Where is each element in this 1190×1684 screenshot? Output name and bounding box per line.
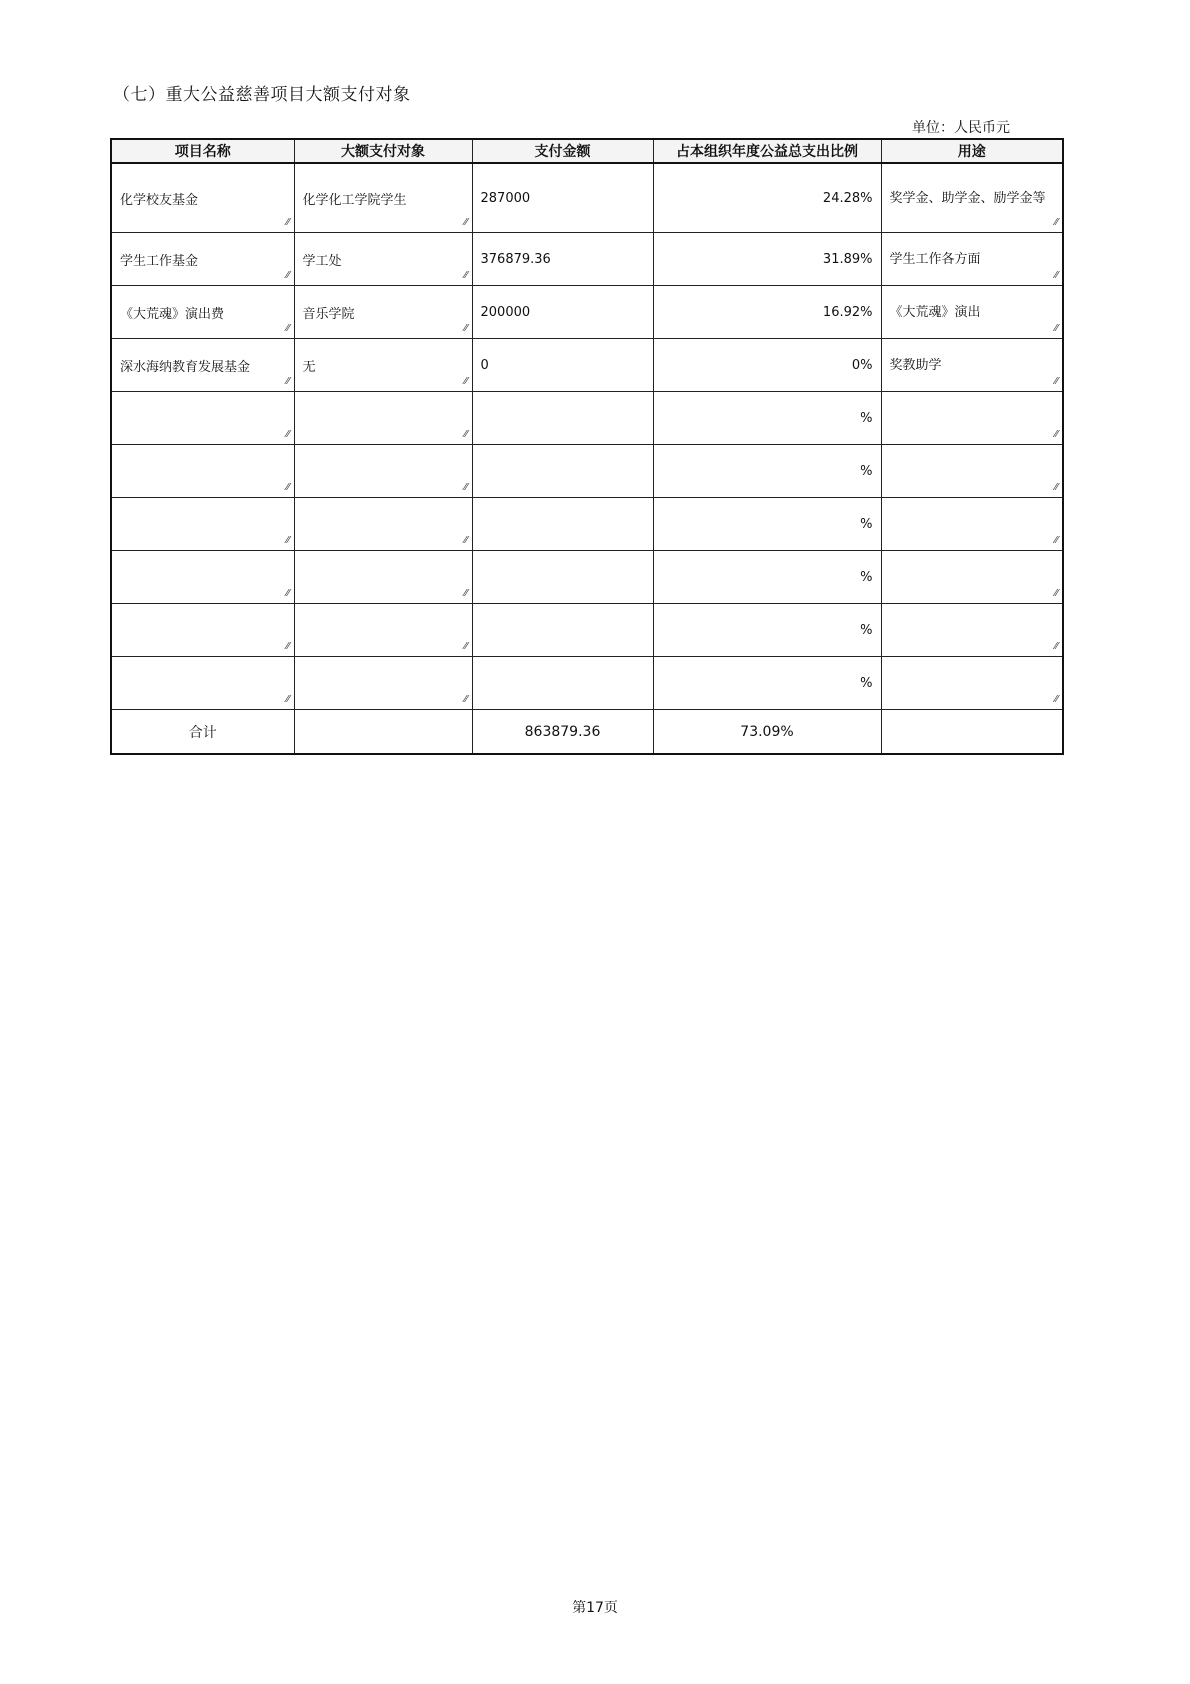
cell-project-name-text: 《大荒魂》演出费 <box>120 306 225 322</box>
cell-amount[interactable] <box>472 233 653 286</box>
cell-amount[interactable] <box>472 657 653 710</box>
cell-recipient-text: 学工处 <box>302 253 342 269</box>
resize-grip-icon[interactable]: ⁄⁄ <box>286 588 290 599</box>
cell-project-name-text: 学生工作基金 <box>120 253 199 269</box>
cell-ratio-text: % <box>860 622 873 638</box>
cell-amount[interactable] <box>472 604 653 657</box>
cell-amount[interactable] <box>472 392 653 445</box>
cell-project-name[interactable] <box>111 445 294 498</box>
cell-ratio[interactable] <box>653 604 881 657</box>
cell-ratio[interactable] <box>653 498 881 551</box>
resize-grip-icon[interactable]: ⁄⁄ <box>1054 535 1058 546</box>
resize-grip-icon[interactable]: ⁄⁄ <box>286 482 290 493</box>
cell-ratio[interactable] <box>653 163 881 233</box>
resize-grip-icon[interactable]: ⁄⁄ <box>464 641 468 652</box>
resize-grip-icon[interactable]: ⁄⁄ <box>1054 376 1058 387</box>
cell-ratio-text: % <box>860 516 873 532</box>
cell-recipient[interactable] <box>294 551 472 604</box>
resize-grip-icon[interactable]: ⁄⁄ <box>286 323 290 334</box>
resize-grip-icon[interactable]: ⁄⁄ <box>286 270 290 281</box>
cell-project-name[interactable] <box>111 392 294 445</box>
cell-amount-text: 200000 <box>480 304 531 320</box>
cell-ratio-text: % <box>860 569 873 585</box>
total-row <box>111 710 1063 755</box>
cell-usage-text: 学生工作各方面 <box>889 251 981 267</box>
cell-ratio-text: 24.28% <box>822 190 873 206</box>
header-recipient: 大额支付对象 <box>294 139 472 163</box>
cell-usage-text: 《大荒魂》演出 <box>889 304 981 320</box>
cell-project-name[interactable] <box>111 233 294 286</box>
cell-ratio[interactable] <box>653 339 881 392</box>
cell-ratio[interactable] <box>653 445 881 498</box>
header-ratio: 占本组织年度公益总支出比例 <box>653 139 881 163</box>
cell-project-name[interactable] <box>111 604 294 657</box>
table-row <box>111 604 1063 657</box>
total-usage <box>881 710 1063 755</box>
table-row <box>111 445 1063 498</box>
header-usage: 用途 <box>881 139 1063 163</box>
cell-project-name-text: 化学校友基金 <box>120 192 199 208</box>
resize-grip-icon[interactable]: ⁄⁄ <box>464 270 468 281</box>
resize-grip-icon[interactable]: ⁄⁄ <box>464 535 468 546</box>
cell-recipient-text: 音乐学院 <box>302 306 355 322</box>
table-header-row <box>111 139 1063 163</box>
cell-recipient[interactable] <box>294 392 472 445</box>
cell-amount-text: 287000 <box>480 190 531 206</box>
cell-project-name[interactable] <box>111 657 294 710</box>
resize-grip-icon[interactable]: ⁄⁄ <box>1054 641 1058 652</box>
resize-grip-icon[interactable]: ⁄⁄ <box>286 217 290 228</box>
table-row <box>111 551 1063 604</box>
cell-ratio[interactable] <box>653 233 881 286</box>
cell-usage[interactable] <box>881 657 1063 710</box>
cell-project-name[interactable] <box>111 498 294 551</box>
cell-amount[interactable] <box>472 551 653 604</box>
total-ratio: 73.09% <box>653 710 881 755</box>
cell-usage-text: 奖学金、助学金、励学金等 <box>889 190 1046 206</box>
resize-grip-icon[interactable]: ⁄⁄ <box>286 641 290 652</box>
cell-project-name[interactable] <box>111 551 294 604</box>
resize-grip-icon[interactable]: ⁄⁄ <box>464 217 468 228</box>
total-label: 合计 <box>111 710 294 755</box>
cell-recipient[interactable] <box>294 339 472 392</box>
resize-grip-icon[interactable]: ⁄⁄ <box>464 376 468 387</box>
cell-amount[interactable] <box>472 339 653 392</box>
cell-recipient-text: 化学化工学院学生 <box>302 192 407 208</box>
resize-grip-icon[interactable]: ⁄⁄ <box>1054 588 1058 599</box>
cell-usage[interactable] <box>881 392 1063 445</box>
table-row <box>111 339 1063 392</box>
page-number: 第17页 <box>572 1600 618 1616</box>
cell-ratio[interactable] <box>653 657 881 710</box>
resize-grip-icon[interactable]: ⁄⁄ <box>1054 217 1058 228</box>
cell-usage[interactable] <box>881 286 1063 339</box>
cell-project-name[interactable] <box>111 339 294 392</box>
cell-recipient[interactable] <box>294 163 472 233</box>
resize-grip-icon[interactable]: ⁄⁄ <box>464 482 468 493</box>
resize-grip-icon[interactable]: ⁄⁄ <box>286 694 290 705</box>
resize-grip-icon[interactable]: ⁄⁄ <box>464 323 468 334</box>
resize-grip-icon[interactable]: ⁄⁄ <box>286 376 290 387</box>
cell-usage[interactable] <box>881 339 1063 392</box>
cell-ratio-text: 0% <box>851 357 873 373</box>
total-amount: 863879.36 <box>472 710 653 755</box>
cell-recipient[interactable] <box>294 604 472 657</box>
section-title: （七）重大公益慈善项目大额支付对象 <box>113 85 411 105</box>
cell-amount[interactable] <box>472 286 653 339</box>
cell-amount[interactable] <box>472 498 653 551</box>
resize-grip-icon[interactable]: ⁄⁄ <box>1054 694 1058 705</box>
cell-amount-text: 0 <box>480 357 489 373</box>
resize-grip-icon[interactable]: ⁄⁄ <box>464 429 468 440</box>
cell-usage[interactable] <box>881 551 1063 604</box>
cell-ratio-text: 31.89% <box>822 251 873 267</box>
cell-ratio[interactable] <box>653 392 881 445</box>
resize-grip-icon[interactable]: ⁄⁄ <box>286 429 290 440</box>
header-project-name: 项目名称 <box>111 139 294 163</box>
cell-recipient[interactable] <box>294 657 472 710</box>
cell-project-name-text: 深水海纳教育发展基金 <box>120 359 251 375</box>
table-row <box>111 657 1063 710</box>
unit-label: 单位：人民币元 <box>912 120 1010 136</box>
table-row <box>111 233 1063 286</box>
cell-usage[interactable] <box>881 604 1063 657</box>
resize-grip-icon[interactable]: ⁄⁄ <box>464 694 468 705</box>
total-recipient <box>294 710 472 755</box>
resize-grip-icon[interactable]: ⁄⁄ <box>1054 482 1058 493</box>
cell-ratio-text: % <box>860 463 873 479</box>
resize-grip-icon[interactable]: ⁄⁄ <box>1054 323 1058 334</box>
table-row <box>111 498 1063 551</box>
cell-project-name[interactable] <box>111 286 294 339</box>
cell-project-name[interactable] <box>111 163 294 233</box>
cell-amount[interactable] <box>472 445 653 498</box>
cell-usage-text: 奖教助学 <box>889 357 942 373</box>
cell-ratio-text: 16.92% <box>822 304 873 320</box>
header-amount: 支付金额 <box>472 139 653 163</box>
table-row <box>111 286 1063 339</box>
cell-amount-text: 376879.36 <box>480 251 551 267</box>
table-row <box>111 163 1063 233</box>
cell-ratio[interactable] <box>653 286 881 339</box>
cell-recipient[interactable] <box>294 286 472 339</box>
resize-grip-icon[interactable]: ⁄⁄ <box>1054 270 1058 281</box>
cell-ratio[interactable] <box>653 551 881 604</box>
cell-usage[interactable] <box>881 498 1063 551</box>
cell-recipient[interactable] <box>294 498 472 551</box>
payment-table <box>110 138 1064 755</box>
resize-grip-icon[interactable]: ⁄⁄ <box>464 588 468 599</box>
cell-ratio-text: % <box>860 410 873 426</box>
table-row <box>111 392 1063 445</box>
cell-usage[interactable] <box>881 233 1063 286</box>
cell-recipient[interactable] <box>294 233 472 286</box>
cell-usage[interactable] <box>881 163 1063 233</box>
resize-grip-icon[interactable]: ⁄⁄ <box>1054 429 1058 440</box>
cell-recipient-text: 无 <box>302 359 316 375</box>
cell-amount[interactable] <box>472 163 653 233</box>
cell-ratio-text: % <box>860 675 873 691</box>
cell-recipient[interactable] <box>294 445 472 498</box>
resize-grip-icon[interactable]: ⁄⁄ <box>286 535 290 546</box>
cell-usage[interactable] <box>881 445 1063 498</box>
